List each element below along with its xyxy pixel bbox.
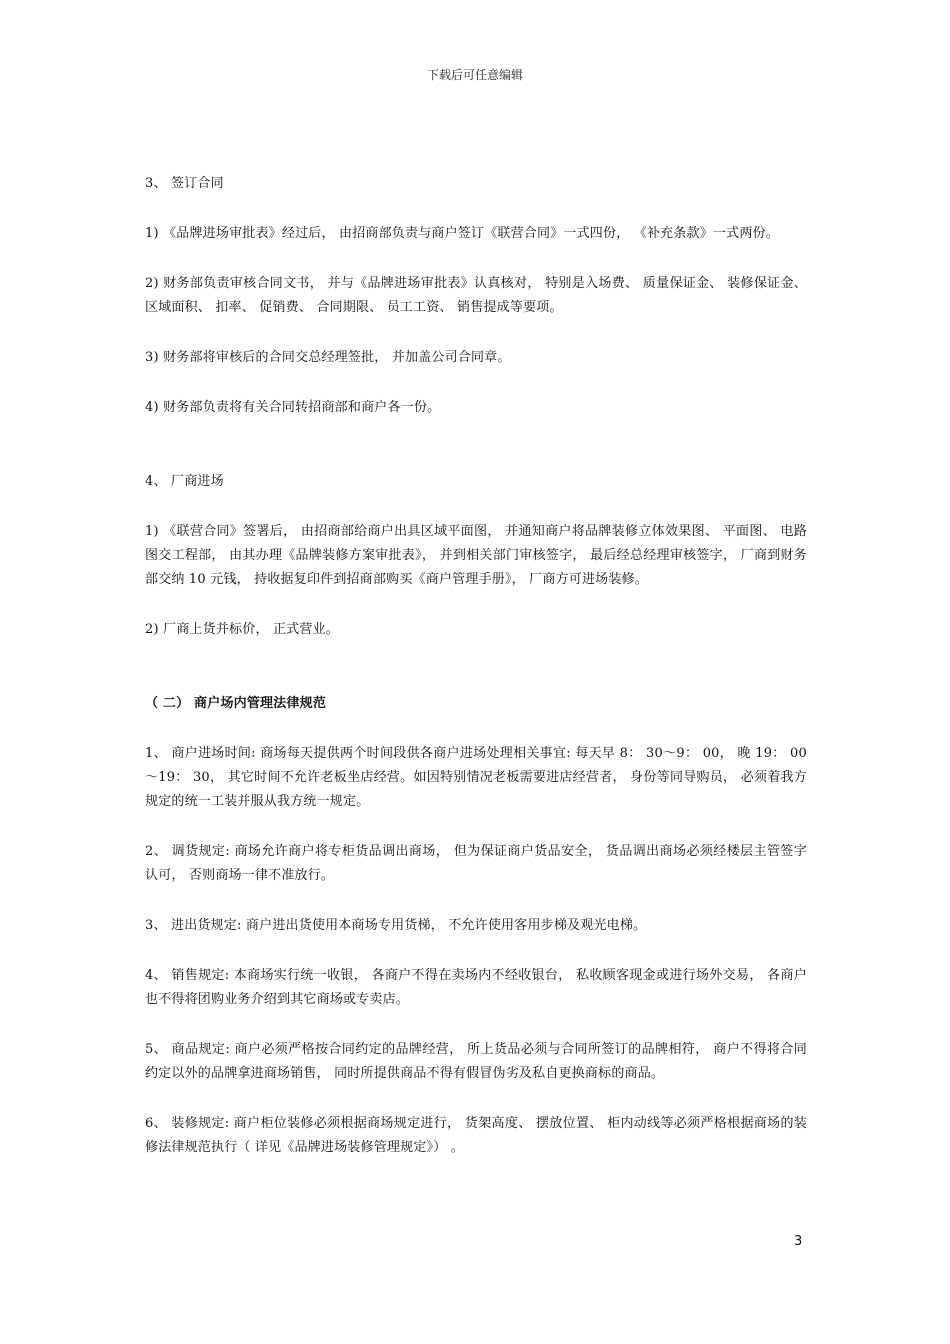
paragraph-contract-item-1: 1) 《品牌进场审批表》经过后， 由招商部负责与商户签订《联营合同》一式四份， 《补充条款》一式两份。 xyxy=(145,226,779,241)
section-heading-legal-rules: （ 二） 商户场内管理法律规范 xyxy=(145,696,327,711)
paragraph-rule-2: 2、 调货规定: 商场允许商户将专柜货品调出商场， 但为保证商户货品安全， 货品调出商场必须经楼层主管签字认可， 否则商场一律不准放行。 xyxy=(145,844,807,883)
page-header: 下载后可任意编辑 xyxy=(426,68,523,82)
paragraph-rule-5: 5、 商品规定: 商户必须严格按合同约定的品牌经营， 所上货品必须与合同所签订的品牌相符， 商户不得将合同约定以外的品牌拿进商场销售， 同时所提供商品不得有假冒伪劣及私自更换商标的商品。 xyxy=(145,1042,807,1081)
section-heading-sign-contract: 3、 签订合同 xyxy=(145,176,224,191)
paragraph-contract-item-3: 3) 财务部将审核后的合同交总经理签批， 并加盖公司合同章。 xyxy=(145,350,511,365)
section-heading-vendor-entry: 4、 厂商进场 xyxy=(145,474,224,489)
page-number: 3 xyxy=(794,1234,803,1249)
paragraph-vendor-item-2: 2) 厂商上货并标价， 正式营业。 xyxy=(145,622,340,637)
paragraph-rule-6: 6、 装修规定: 商户柜位装修必须根据商场规定进行， 货架高度、 摆放位置、 柜内动线等必须严格根据商场的装修法律规范执行（ 详见《品牌进场装修管理规定》） 。 xyxy=(145,1116,807,1155)
paragraph-contract-item-2: 2) 财务部负责审核合同文书， 并与《品牌进场审批表》认真核对， 特别是入场费、 质量保证金、 装修保证金、 区域面积、 扣率、 促销费、 合同期限、 员工工资、 销售提成等要项。 xyxy=(145,276,807,315)
paragraph-vendor-item-1: 1) 《联营合同》签署后， 由招商部给商户出具区域平面图， 并通知商户将品牌装修立体效果图、 平面图、 电路图交工程部， 由其办理《品牌装修方案审批表》， 并到相关部门审核签字， 最后经总经理审核签字， 厂商到财务部交纳 10 元钱， 持收据复印件到招商部购买《商户管理手册》， 厂商方可进场装修。 xyxy=(145,524,807,587)
paragraph-rule-3: 3、 进出货规定: 商户进出货使用本商场专用货梯， 不允许使用客用步梯及观光电梯。 xyxy=(145,918,647,933)
paragraph-rule-4: 4、 销售规定: 本商场实行统一收银， 各商户不得在卖场内不经收银台， 私收顾客现金或进行场外交易， 各商户也不得将团购业务介绍到其它商场或专卖店。 xyxy=(145,968,807,1007)
paragraph-rule-1: 1、 商户进场时间: 商场每天提供两个时间段供各商户进场处理相关事宜: 每天早 8： 30～9： 00， 晚 19： 00～19： 30， 其它时间不允许老板坐店经营。如因特别情况老板需要进店经营者， 身份等同导购员， 必须着我方规定的统一工装并服从我方统一规定。 xyxy=(145,746,807,809)
document-body xyxy=(145,172,807,1160)
paragraph-contract-item-4: 4) 财务部负责将有关合同转招商部和商户各一份。 xyxy=(145,400,441,415)
